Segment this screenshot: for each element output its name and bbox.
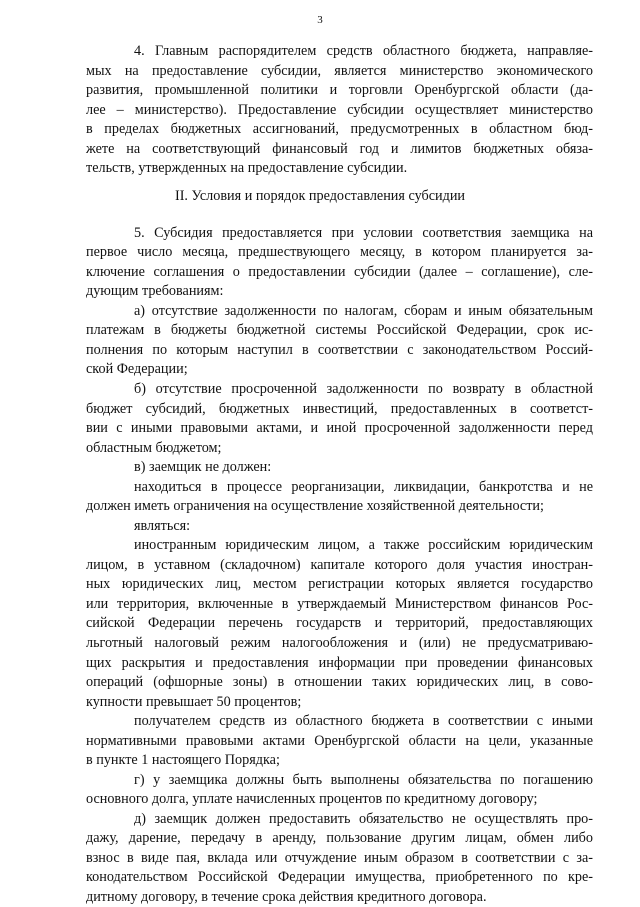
text-line: дующим требованиям: <box>86 283 224 300</box>
text-line: конодательством Российской Федерации имущества, приобретенного по кре- <box>86 869 593 886</box>
page-number: 3 <box>317 14 323 26</box>
text-line: г) у заемщика должны быть выполнены обязательства по погашению <box>134 771 593 788</box>
text-line: находиться в процессе реорганизации, ликвидации, банкротства и не <box>134 478 593 495</box>
text-line: ключение соглашения о предоставлении субсидии (далее – соглашение), сле- <box>86 263 593 280</box>
text-line: иностранным юридическим лицом, а также российским юридическим <box>134 537 593 554</box>
text-line: 4. Главным распорядителем средств областного бюджета, направляе- <box>134 43 593 59</box>
text-line: дажу, дарение, передачу в аренду, пользование другим лицам, обмен либо <box>86 830 593 847</box>
text-line: полнения по которым наступил в соответствии с законодательством Россий- <box>86 341 593 358</box>
text-line: льготный налоговый режим налогообложения и (или) не предусматриваю- <box>86 635 593 651</box>
text-line: взнос в виде пая, вклада или отчуждение иным образом в соответствии с за- <box>86 849 593 866</box>
text-line: б) отсутствие просроченной задолженности по возврату в областной <box>134 381 593 397</box>
section-title: II. Условия и порядок предоставления субсидии <box>174 187 466 204</box>
text-line: в пределах бюджетных ассигнований, предусмотренных в областном бюд- <box>86 121 593 138</box>
text-line: а) отсутствие задолженности по налогам, сборам и иным обязательным <box>134 302 593 319</box>
text-line: ской Федерации; <box>86 361 188 378</box>
text-line: операций (офшорные зоны) в отношении таких юридических лиц, в сово- <box>86 674 593 691</box>
text-line: вии с иными правовыми актами, и иной просроченной задолженности перед <box>86 420 593 437</box>
text-line: в пункте 1 настоящего Порядка; <box>86 752 280 769</box>
text-line: бюджет субсидий, бюджетных инвестиций, предоставленных в соответст- <box>86 400 593 417</box>
text-line: сийской Федерации перечень государств и территорий, предоставляющих <box>86 615 593 632</box>
text-line: должен иметь ограничения на осуществление хозяйственной деятельности; <box>86 498 544 515</box>
text-line: развития, промышленной политики и торговли Оренбургской области (да- <box>86 82 593 99</box>
text-line: основного долга, уплате начисленных процентов по кредитному договору; <box>86 791 538 808</box>
text-line: д) заемщик должен предоставить обязательство не осуществлять про- <box>134 810 593 827</box>
text-line: 5. Субсидия предоставляется при условии соответствия заемщика на <box>134 224 593 241</box>
text-line: жете на соответствующий финансовый год и лимитов бюджетных обяза- <box>86 140 593 157</box>
text-line: являться: <box>134 517 191 534</box>
text-line: получателем средств из областного бюджета в соответствии с иными <box>134 713 593 730</box>
text-line: нормативными правовыми актами Оренбургской области на цели, указанные <box>86 732 593 749</box>
text-line: в) заемщик не должен: <box>134 459 272 476</box>
text-line: лее – министерство). Предоставление субсидии осуществляет министерство <box>86 101 593 118</box>
text-line: дитному договору, в течение срока действия кредитного договора. <box>86 889 487 905</box>
text-line: купности превышает 50 процентов; <box>86 693 302 710</box>
text-line: мых на предоставление субсидии, является министерство экономического <box>86 62 593 79</box>
text-line: ных юридических лиц, местом регистрации которых является государство <box>86 576 593 593</box>
text-line: областным бюджетом; <box>86 439 222 456</box>
text-line: лицом, в уставном (складочном) капитале которого доля участия иностран- <box>86 556 593 573</box>
text-line: первое число месяца, предшествующего месяцу, в котором планируется за- <box>86 244 593 261</box>
text-line: платежам в бюджеты бюджетной системы Российской Федерации, срок ис- <box>86 322 593 339</box>
text-line: щих раскрытия и предоставления информации при проведении финансовых <box>86 654 593 671</box>
text-line: или территория, включенные в утверждаемый Министерством финансов Рос- <box>86 595 593 612</box>
text-line: тельств, утвержденных на предоставление субсидии. <box>86 160 408 177</box>
